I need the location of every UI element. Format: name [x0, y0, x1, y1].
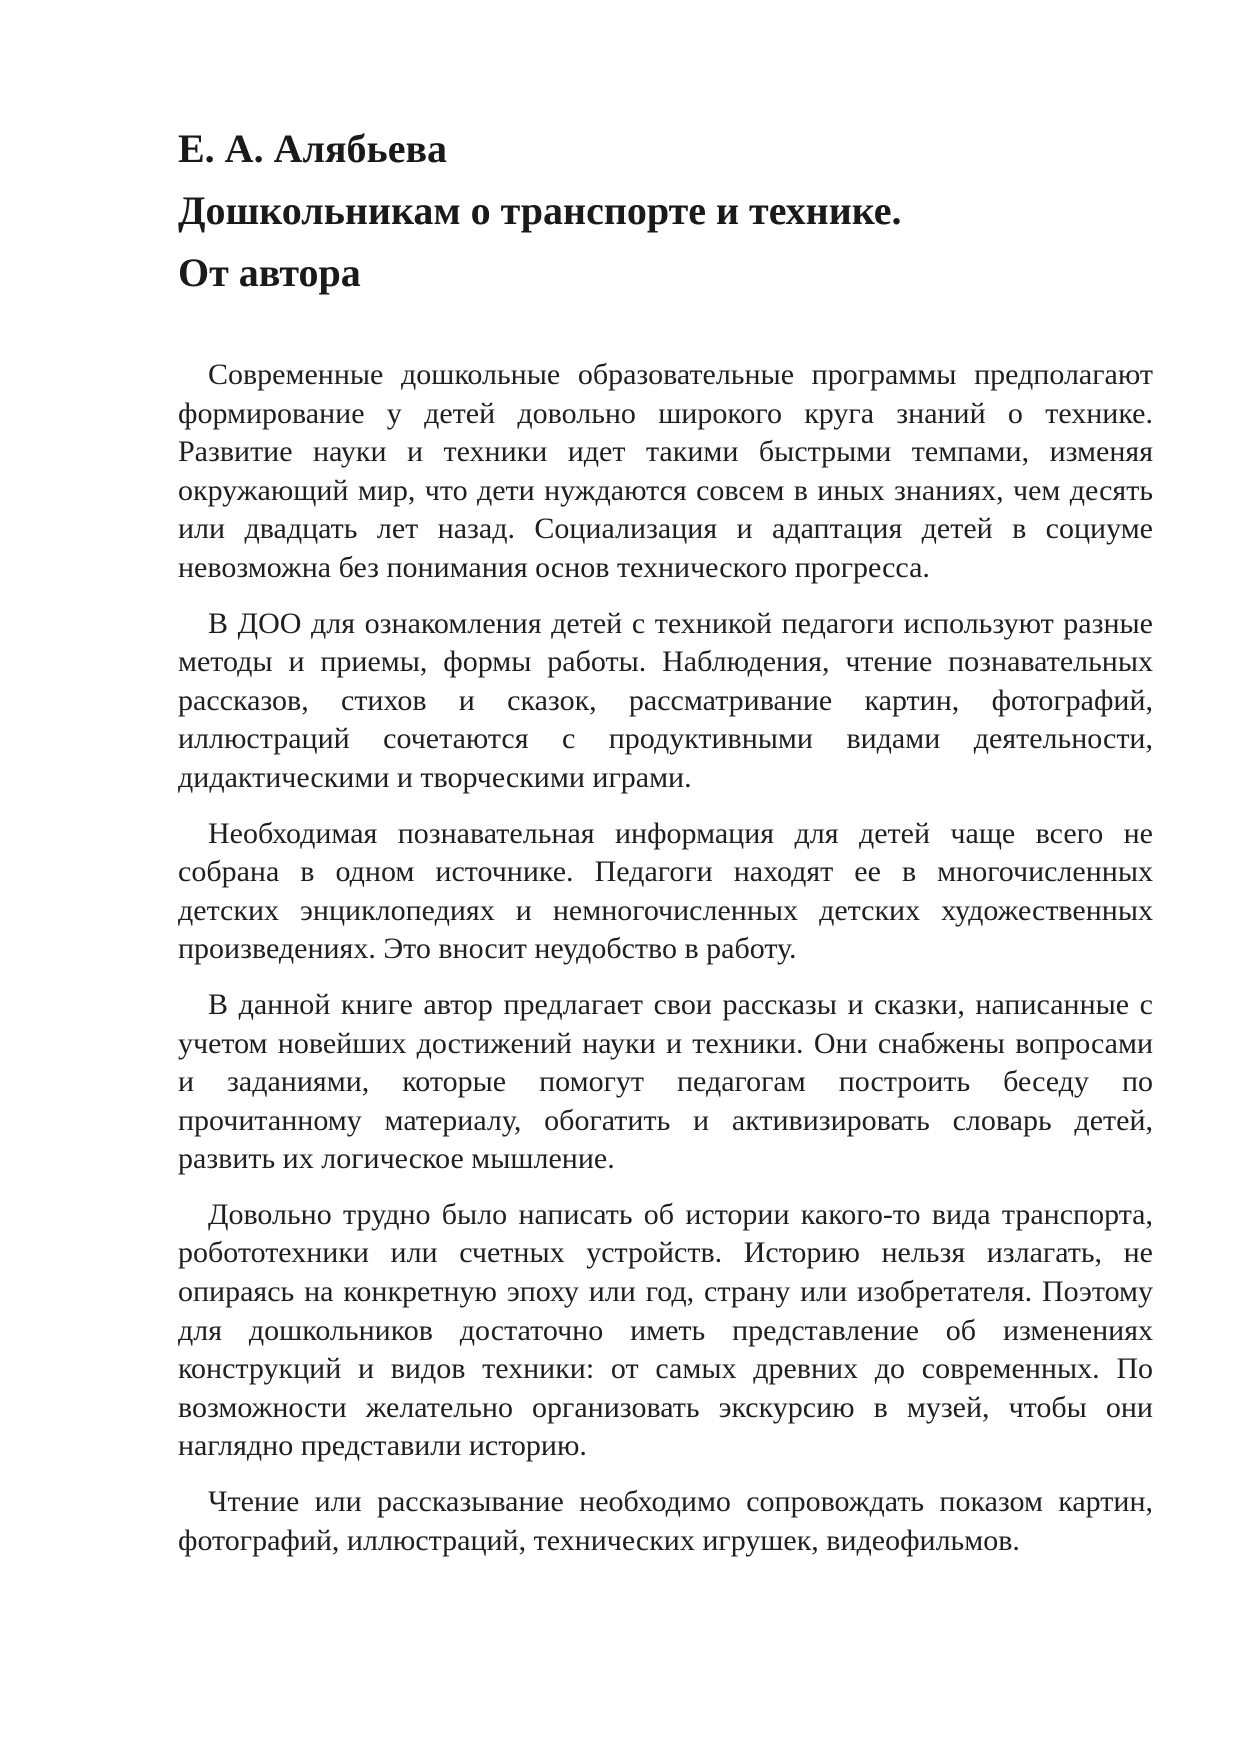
section-title: От автора [178, 250, 361, 295]
paragraph: Довольно трудно было написать об истории какого-то вида транспорта, робототехники или счетных устройств. Историю нельзя излагать, не опираясь на конкретную эпоху или год, страну или изобретателя. Поэтому для дошкольников достаточно иметь представление об изменениях конструкций и видов техники: от самых древних до современных. По возможности желательно организовать экскурсию в музей, чтобы они наглядно представили историю. [178, 1197, 1153, 1463]
paragraph: Чтение или рассказывание необходимо сопровождать показом картин, фотографий, иллюстраций, технических игрушек, видеофильмов. [178, 1485, 1153, 1557]
paragraph: В ДОО для ознакомления детей с техникой педагоги используют разные методы и приемы, формы работы. Наблюдения, чтение познавательных рассказов, стихов и сказок, рассматривание картин, фотографий, иллюстраций сочетаются с продуктивными видами деятельности, дидактическими и творческими играми. [178, 606, 1153, 794]
author-name: Е. А. Алябьева [178, 126, 448, 171]
paragraph: Необходимая познавательная информация для детей чаще всего не собрана в одном источнике. Педагоги находят ее в многочисленных детских энциклопедиях и немногочисленных детских художественных произведениях. Это вносит неудобство в работу. [178, 816, 1153, 966]
paragraph: В данной книге автор предлагает свои рассказы и сказки, написанные с учетом новейших достижений науки и техники. Они снабжены вопросами и заданиями, которые помогут педагогам построить беседу по прочитанному материалу, обогатить и активизировать словарь детей, развить их логическое мышление. [178, 987, 1153, 1176]
paragraph: Современные дошкольные образовательные программы предполагают формирование у детей довольно широкого круга знаний о технике. Развитие науки и техники идет такими быстрыми темпами, изменяя окружающий мир, что дети нуждаются совсем в иных знаниях, чем десять или двадцать лет назад. Социализация и адаптация детей в социуме невозможна без понимания основ технического прогресса. [178, 358, 1153, 584]
body-text [178, 356, 1153, 1560]
document-page [178, 118, 1153, 1577]
book-title: Дошкольникам о транспорте и технике. [178, 188, 902, 233]
heading-block [178, 118, 1153, 304]
